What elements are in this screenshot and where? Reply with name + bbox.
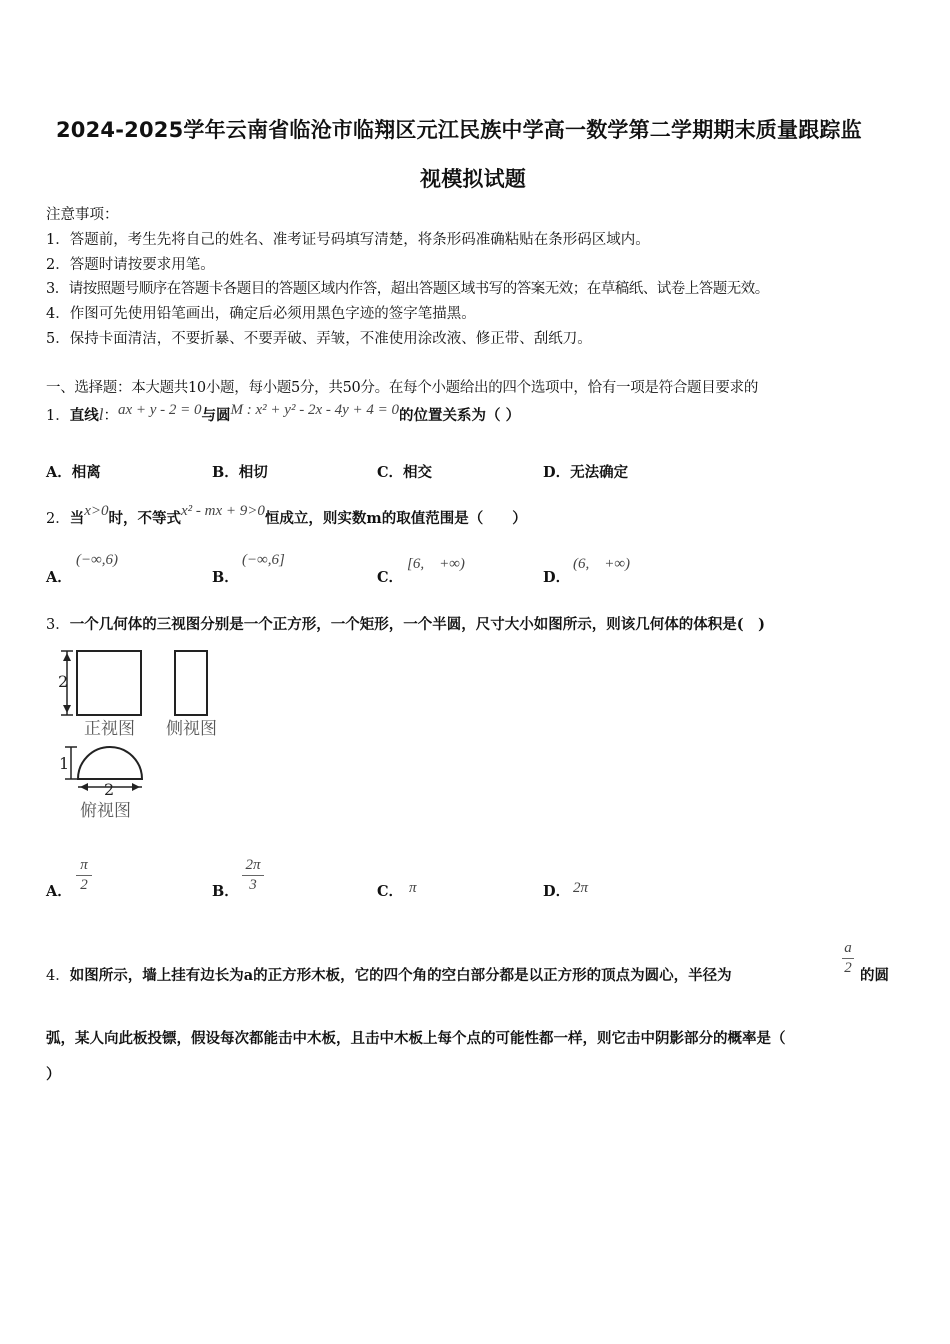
q4-fraction-denominator: 2 [844, 960, 852, 976]
q1-text-2: ： [103, 408, 118, 424]
q2-option-c-math: [6, +∞) [407, 556, 465, 572]
q2-text-1: 当 [69, 510, 85, 527]
q4-number: 4． [46, 968, 70, 984]
height-arrow-up [63, 653, 71, 661]
q3-option-c[interactable] [377, 858, 527, 904]
q2-option-b[interactable] [212, 552, 362, 584]
notice-heading: 注意事项： [46, 207, 119, 223]
q4-text-2: 的圆 [860, 967, 889, 984]
q3-option-a-fraction-bar [76, 875, 92, 876]
q4-fraction-numerator: a [844, 940, 852, 956]
width-dimension-label: 2 [104, 780, 115, 799]
q1-option-a-text: 相离 [71, 464, 101, 481]
notice-item-1: 1．答题前，考生先将自己的姓名、准考证号码填写清楚，将条形码准确粘贴在条形码区域内。 [46, 232, 650, 248]
q3-option-a[interactable] [46, 858, 196, 904]
height-dimension-label: 2 [58, 672, 69, 691]
q2-option-a[interactable] [46, 552, 196, 584]
top-view-label: 俯视图 [80, 801, 131, 821]
q4-fraction-bar [842, 958, 854, 959]
q2-option-d-label: D． [543, 569, 571, 586]
q4-radius-fraction [842, 941, 854, 976]
q2-text-3: 恒成立，则实数m的取值范围是（ ） [264, 510, 527, 527]
q1-option-d[interactable] [543, 461, 628, 482]
q2-option-a-label: A． [46, 569, 72, 586]
q1-option-c-text: 相交 [403, 464, 433, 481]
q2-option-b-math: (−∞,6] [242, 552, 285, 568]
q1-option-c[interactable] [377, 461, 432, 482]
q3-option-d[interactable] [543, 858, 693, 904]
q3-option-d-label: D． [543, 883, 571, 900]
q3-option-a-denominator: 2 [80, 877, 88, 893]
q3-option-a-fraction [76, 858, 92, 893]
q3-option-c-math: π [409, 880, 417, 896]
q3-option-c-label: C． [377, 883, 404, 900]
question-4-line-3: ） [46, 1066, 61, 1083]
front-view-label: 正视图 [84, 719, 135, 739]
q1-option-d-text: 无法确定 [570, 464, 629, 481]
q1-option-a[interactable] [46, 461, 101, 482]
q1-var-l: l [98, 405, 104, 424]
three-view-figure [50, 645, 250, 825]
q3-option-b-denominator: 3 [249, 877, 257, 893]
question-2 [46, 503, 527, 528]
notice-item-4: 4．作图可先使用铅笔画出，确定后必须用黑色字迹的签字笔描黑。 [46, 306, 476, 322]
radius-dimension-label: 1 [59, 754, 70, 773]
q1-option-b-text: 相切 [238, 464, 268, 481]
q1-text-1: 直线 [69, 407, 99, 424]
width-arrow-left [80, 783, 88, 791]
q2-option-d[interactable] [543, 552, 693, 584]
width-arrow-right [132, 783, 140, 791]
q1-text-3: 与圆 [201, 407, 231, 424]
top-view-semicircle [78, 747, 142, 779]
side-view-label: 侧视图 [166, 719, 217, 739]
notice-item-5: 5．保持卡面清洁，不要折暴、不要弄破、弄皱，不准使用涂改液、修正带、刮纸刀。 [46, 331, 592, 347]
q2-option-c-label: C． [377, 569, 404, 586]
q3-option-b-fraction [242, 858, 264, 893]
notice-item-3: 3．请按照题号顺序在答题卡各题目的答题区域内作答，超出答题区域书写的答案无效；在草稿纸、试卷上答题无效。 [46, 281, 769, 297]
question-4-line-1 [46, 964, 732, 985]
question-1 [46, 404, 520, 425]
question-4-line-2: 弧，某人向此板投镖，假设每次都能击中木板，且击中木板上每个点的可能性都一样，则它击中阴影部分的概率是（ [46, 1030, 786, 1047]
title-line-1: 2024-2025学年云南省临沧市临翔区元江民族中学高一数学第二学期期末质量跟踪监 [56, 118, 862, 142]
front-view-square [77, 651, 141, 715]
q3-number: 3． [46, 617, 70, 633]
q1-option-b[interactable] [212, 461, 268, 482]
q4-text-1: 如图所示，墙上挂有边长为a的正方形木板，它的四个角的空白部分都是以正方形的顶点为圆心，半径为 [69, 967, 732, 984]
q3-text: 一个几何体的三视图分别是一个正方形，一个矩形，一个半圆，尺寸大小如图所示，则该几何体的体积是( ) [69, 616, 765, 633]
notice-item-2: 2．答题时请按要求用笔。 [46, 257, 215, 273]
q3-option-d-math: 2π [573, 880, 589, 896]
q3-option-a-label: A． [46, 883, 72, 900]
q2-option-a-math: (−∞,6) [76, 552, 119, 568]
q1-text-4: 的位置关系为（ ） [399, 407, 521, 424]
q3-option-b[interactable] [212, 858, 362, 904]
q3-option-b-label: B． [212, 883, 239, 900]
q1-line-equation: ax + y - 2 = 0 [117, 402, 202, 418]
q2-option-b-label: B． [212, 569, 239, 586]
q2-number: 2． [46, 511, 70, 527]
q1-circle-equation: M : x² + y² - 2x - 4y + 4 = 0 [230, 402, 400, 418]
title-line-2: 视模拟试题 [420, 167, 526, 191]
q2-text-2: 时，不等式 [108, 510, 182, 527]
q3-option-b-numerator: 2π [245, 857, 261, 873]
q3-option-b-fraction-bar [242, 875, 264, 876]
question-3 [46, 613, 765, 634]
q2-option-c[interactable] [377, 552, 527, 584]
q2-inequality: x² - mx + 9>0 [181, 503, 265, 519]
q1-option-c-label: C． [377, 464, 404, 481]
q1-option-a-label: A． [46, 464, 72, 481]
q1-option-b-label: B． [212, 464, 239, 481]
side-view-rectangle [175, 651, 207, 715]
q1-number: 1． [46, 408, 70, 424]
section-heading: 一、选择题：本大题共10小题，每小题5分，共50分。在每个小题给出的四个选项中，恰有一项是符合题目要求的 [46, 380, 759, 396]
height-arrow-down [63, 705, 71, 713]
q1-option-d-label: D． [543, 464, 571, 481]
q2-condition: x>0 [84, 503, 109, 519]
q3-option-a-numerator: π [80, 857, 88, 873]
q2-option-d-math: (6, +∞) [573, 556, 631, 572]
